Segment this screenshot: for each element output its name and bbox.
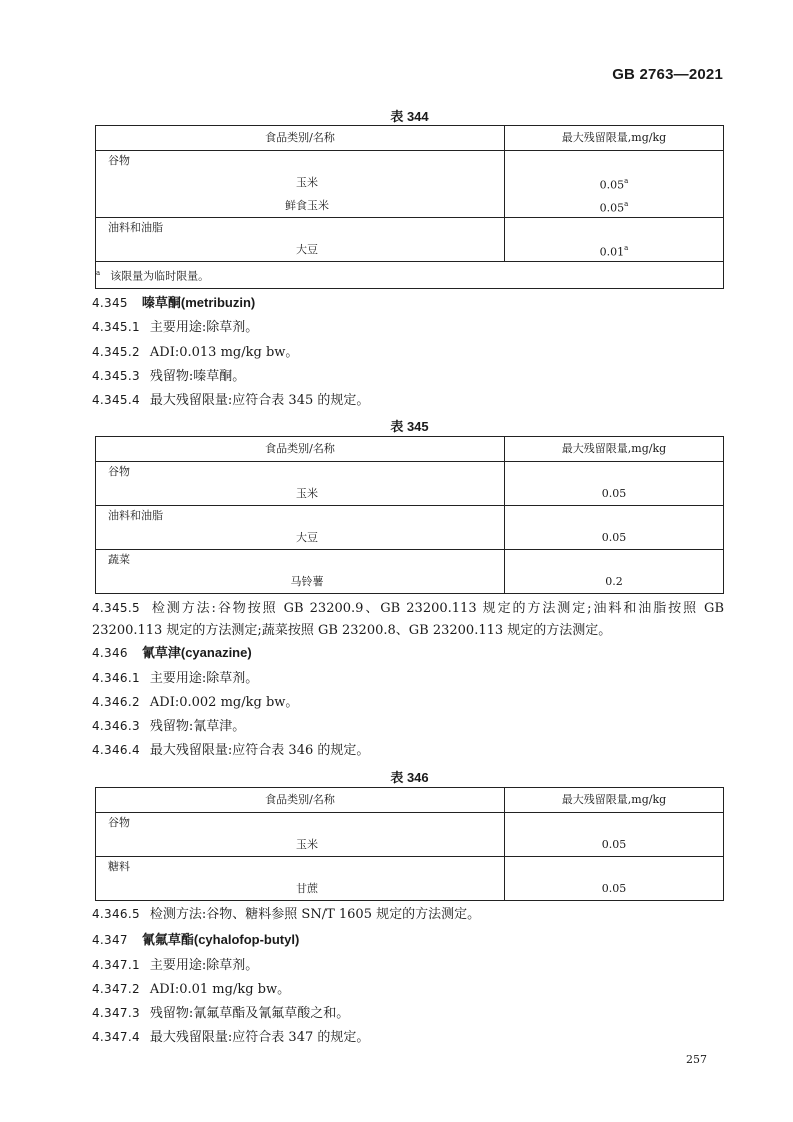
clause-4345-5: 4.345.5 检测方法:谷物按照 GB 23200.9、GB 23200.113 规定的方法测定;油料和油脂按照 GB 23200.113 规定的方法测定;蔬菜按照 GB 23200.8、GB 23200.113 规定的方法测定。 bbox=[92, 601, 724, 638]
table-345 bbox=[95, 436, 724, 594]
clause-4346-2: 4.346.2 ADI:0.002 mg/kg bw。 bbox=[92, 695, 299, 710]
clause-4346-1: 4.346.1 主要用途:除草剂。 bbox=[92, 671, 259, 686]
clause-4347-3: 4.347.3 残留物:氰氟草酯及氰氟草酸之和。 bbox=[92, 1006, 350, 1021]
table-row bbox=[96, 857, 724, 901]
col-header-food: 食品类别/名称 bbox=[96, 788, 505, 813]
clause-4345-4: 4.345.4 最大残留限量:应符合表 345 的规定。 bbox=[92, 393, 370, 408]
table-346-caption: 表 346 bbox=[390, 770, 429, 785]
col-header-mrl: 最大残留限量,mg/kg bbox=[505, 437, 724, 462]
table-345-caption: 表 345 bbox=[390, 419, 429, 434]
table-row bbox=[96, 550, 724, 594]
food-item: 大豆 bbox=[296, 531, 318, 544]
table-row bbox=[96, 462, 724, 506]
food-item: 玉米 bbox=[296, 176, 318, 189]
col-header-mrl: 最大残留限量,mg/kg bbox=[505, 126, 724, 151]
food-item: 甘蔗 bbox=[296, 882, 318, 895]
section-heading-4347: 4.347 氰氟草酯(cyhalofop-butyl) bbox=[92, 932, 300, 948]
clause-4345-1: 4.345.1 主要用途:除草剂。 bbox=[92, 320, 259, 335]
section-heading-4345: 4.345 嗪草酮(metribuzin) bbox=[92, 295, 256, 311]
table-row bbox=[96, 813, 724, 857]
food-group: 蔬菜 bbox=[108, 553, 130, 566]
food-group: 糖料 bbox=[108, 860, 130, 873]
table-row bbox=[96, 506, 724, 550]
clause-4347-4: 4.347.4 最大残留限量:应符合表 347 的规定。 bbox=[92, 1030, 370, 1045]
table-note: $^a$ 该限量为临时限量。 bbox=[96, 262, 724, 289]
clause-4347-2: 4.347.2 ADI:0.01 mg/kg bw。 bbox=[92, 982, 291, 997]
mrl-value: 0.05 bbox=[601, 882, 627, 895]
section-heading-4346: 4.346 氰草津(cyanazine) bbox=[92, 645, 252, 661]
clause-4346-3: 4.346.3 残留物:氰草津。 bbox=[92, 719, 246, 734]
food-item: 大豆 bbox=[296, 243, 318, 256]
food-group: 谷物 bbox=[108, 465, 130, 478]
mrl-value: 0.01$^a$ bbox=[599, 244, 629, 259]
col-header-mrl: 最大残留限量,mg/kg bbox=[505, 788, 724, 813]
table-row bbox=[96, 218, 724, 262]
food-item: 鲜食玉米 bbox=[285, 199, 329, 212]
food-item: 马铃薯 bbox=[290, 575, 324, 588]
mrl-value: 0.05$^a$ bbox=[599, 177, 629, 192]
standard-code: GB 2763—2021 bbox=[612, 66, 723, 83]
table-row bbox=[96, 151, 724, 218]
clause-4345-3: 4.345.3 残留物:嗪草酮。 bbox=[92, 369, 246, 384]
mrl-value: 0.05 bbox=[601, 838, 627, 851]
clause-4346-4: 4.346.4 最大残留限量:应符合表 346 的规定。 bbox=[92, 743, 370, 758]
page-number: 257 bbox=[686, 1053, 707, 1066]
clause-4346-5: 4.346.5 检测方法:谷物、糖料参照 SN/T 1605 规定的方法测定。 bbox=[92, 907, 481, 922]
clause-4347-1: 4.347.1 主要用途:除草剂。 bbox=[92, 958, 259, 973]
food-group: 油料和油脂 bbox=[108, 509, 163, 522]
col-header-food: 食品类别/名称 bbox=[96, 437, 505, 462]
table-344-caption: 表 344 bbox=[390, 109, 429, 124]
col-header-food: 食品类别/名称 bbox=[96, 126, 505, 151]
mrl-value: 0.05 bbox=[601, 531, 627, 544]
food-group: 谷物 bbox=[108, 154, 130, 167]
mrl-value: 0.2 bbox=[605, 575, 623, 588]
clause-4345-2: 4.345.2 ADI:0.013 mg/kg bw。 bbox=[92, 345, 299, 360]
table-346 bbox=[95, 787, 724, 901]
table-344 bbox=[95, 125, 724, 289]
mrl-value: 0.05$^a$ bbox=[599, 200, 629, 215]
food-item: 玉米 bbox=[296, 838, 318, 851]
food-group: 油料和油脂 bbox=[108, 221, 163, 234]
food-group: 谷物 bbox=[108, 816, 130, 829]
food-item: 玉米 bbox=[296, 487, 318, 500]
mrl-value: 0.05 bbox=[601, 487, 627, 500]
